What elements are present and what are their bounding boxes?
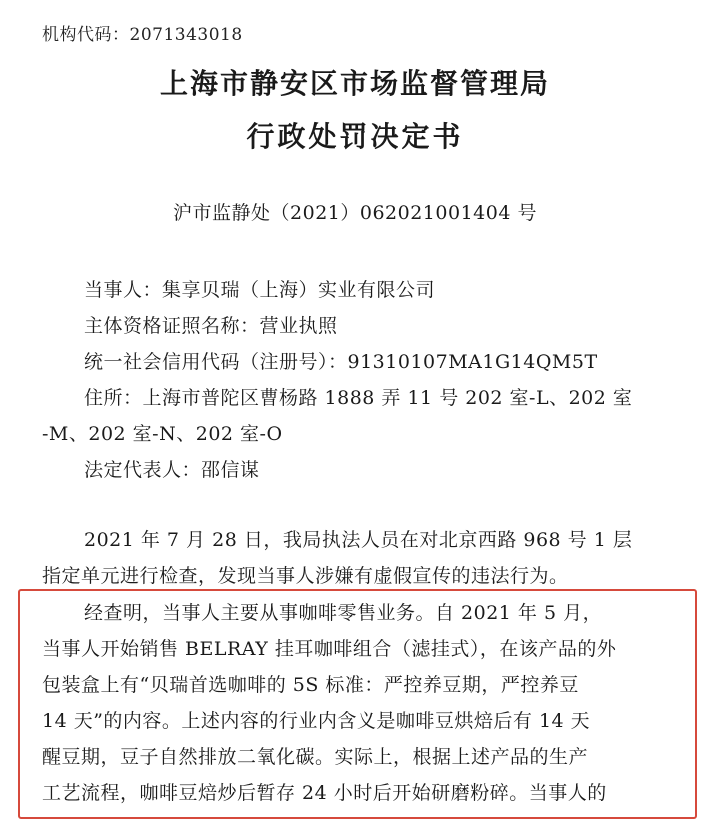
party-credit-code: 统一社会信用代码（注册号）：91310107MA1G14QM5T: [84, 351, 598, 373]
party-qualification: 主体资格证照名称：营业执照: [84, 315, 338, 337]
party-address-line-1: 住所：上海市普陀区曹杨路 1888 弄 11 号 202 室-L、202 室: [84, 387, 633, 409]
paragraph-2-line-6: 工艺流程，咖啡豆焙炒后暂存 24 小时后开始研磨粉碎。当事人的: [42, 782, 607, 804]
paragraph-2-line-5: 醒豆期，豆子自然排放二氧化碳。实际上，根据上述产品的生产: [42, 746, 589, 768]
party-name: 当事人：集享贝瑞（上海）实业有限公司: [84, 279, 436, 301]
paragraph-2-line-4: 14 天”的内容。上述内容的行业内含义是咖啡豆烘焙后有 14 天: [42, 710, 591, 732]
party-address-line-2: -M、202 室-N、202 室-O: [42, 423, 283, 445]
agency-title: 上海市静安区市场监督管理局: [159, 67, 550, 100]
party-legal-rep: 法定代表人：邵信谋: [84, 459, 260, 481]
paragraph-1-line-2: 指定单元进行检查，发现当事人涉嫌有虚假宣传的违法行为。: [42, 565, 569, 587]
paragraph-2-line-1: 经查明，当事人主要从事咖啡零售业务。自 2021 年 5 月，: [84, 602, 603, 624]
document-number: 沪市监静处（2021）062021001404 号: [173, 202, 537, 224]
paragraph-2-line-2: 当事人开始销售 BELRAY 挂耳咖啡组合（滤挂式），在该产品的外: [42, 638, 617, 660]
paragraph-2-line-3: 包装盒上有“贝瑞首选咖啡的 5S 标准：严控养豆期，严控养豆: [42, 674, 579, 696]
org-code: 机构代码：2071343018: [42, 25, 243, 45]
paragraph-1-line-1: 2021 年 7 月 28 日，我局执法人员在对北京西路 968 号 1 层: [84, 529, 633, 551]
document-title: 行政处罚决定书: [246, 120, 464, 153]
